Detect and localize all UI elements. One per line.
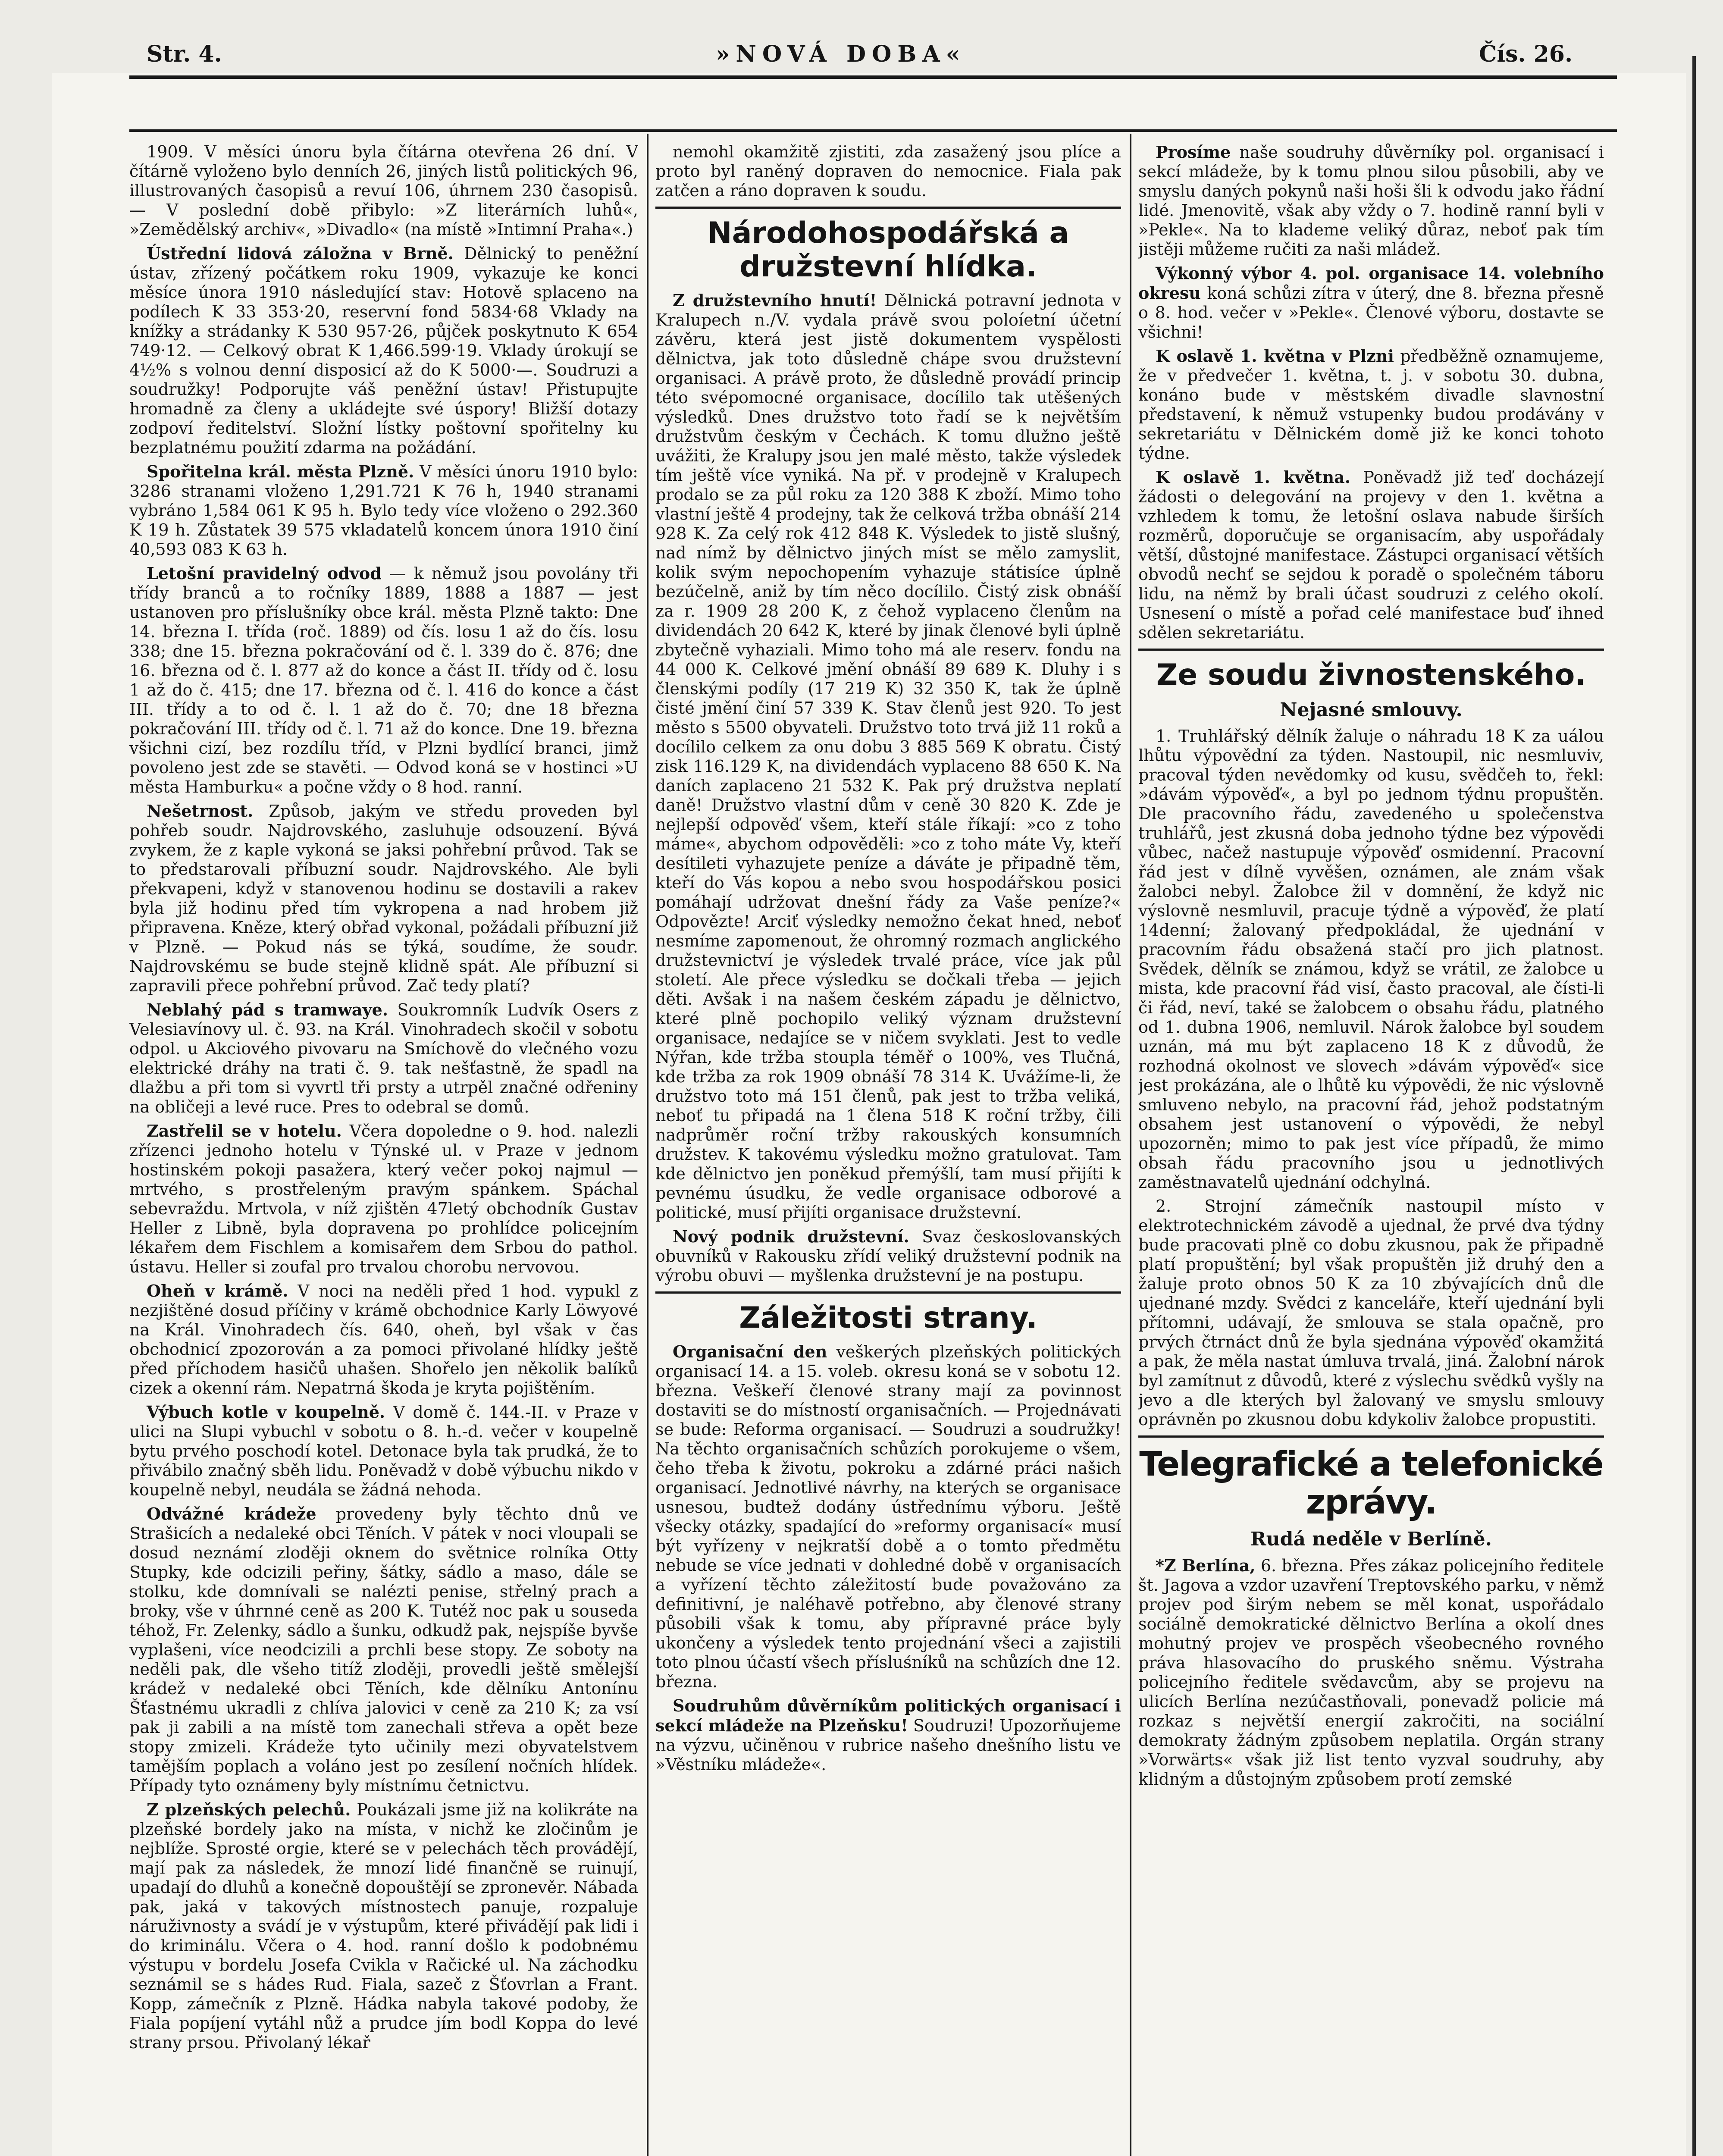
article-text: 2. Strojní zámečník nastoupil místo v elektrotechnickém závodě a ujednal, že prvé dva týdny bude pracovati plně co dobu zkusnou, pak že připadně platí propuštění; byl však propuštěn již druhý den a žaluje proto obnos 50 K za 10 zbývajících dnů dle ujednané mzdy. Svědci z kanceláře, kteří ujednání byli přítomni, udávají, že smlouva se stala opačně, pro prvých čtrnáct dnů že byla sjednána výpověď okamžitá a pak, že měla nastat úmluva trvalá, jiná. Žalobní nárok byl zamítnut z důvodů, které z výslechu svědků vyšly na jevo a dle kterých byl žalovaný ve smyslu smlouvy oprávněn po zkusnou dobu kdykoliv žalobce propustiti.	[1138, 1197, 1604, 1429]
section-rule	[655, 207, 1121, 209]
column-divider-2	[1130, 134, 1131, 2156]
masthead	[0, 0, 1723, 78]
article-text: 6. března. Přes zákaz policejního ředitele št. Jagova a vzdor uzavření Treptovského parku, v němž projev pod širým nebem se měl konat, uspořádalo sociálně demokratické dělnictvo Berlína a okolí dnes mohutný projev ve prospěch všeobecného rovného práva hlasovacího do pruského sněmu. Výstraha policejního ředitele svědavcům, aby se projevu na ulicích Berlína nezúčastňovali, ponevadž policie má rozkaz s největší energií zakročiti, na sociální demokraty žádným způsobem neplatila. Orgán strany »Vorwärts« však již list tento vyzval soudruhy, aby klidným a důstojným způsobem protí zemské	[1138, 1556, 1604, 1789]
article-paragraph	[1138, 263, 1604, 342]
article-lead: Odvážné krádeže	[147, 1504, 316, 1523]
article-paragraph	[129, 142, 638, 239]
article-lead: Letošní pravidelný odvod	[147, 564, 382, 583]
article-lead: Organisační den	[673, 1342, 827, 1361]
article-paragraph	[1138, 346, 1604, 463]
section-rule	[655, 1291, 1121, 1294]
section-rule	[1138, 649, 1604, 651]
article-text: Včera dopoledne o 9. hod. nalezli zřízenci jednoho hotelu v Týnské ul. v Praze v jednom hostinském pokoji pasažera, který večer pokoj najmul — mrtvého, s prostřeleným pravým spánkem. Spáchal sebevraždu. Mrtvola, v níž zjištěn 47letý obchodník Gustav Heller z Libně, byla dopravena po prohlídce policejním lékařem dem Fischlem a komisařem dem Srbou do pathol. ústavu. Heller si zoufal pro trvalou chorobu nervovou.	[129, 1122, 638, 1276]
article-lead: Soudruhům důvěrníkům politických organisací i sekcí mládeže na Plzeňsku!	[655, 1696, 1121, 1735]
article-paragraph	[129, 244, 638, 458]
telegraph-articles	[1138, 1556, 1604, 1789]
article-lead: Prosíme	[1156, 142, 1231, 162]
article-lead: Nešetrnost.	[147, 801, 254, 821]
article-paragraph	[1138, 1556, 1604, 1789]
article-text: 1. Truhlářský dělník žaluje o náhradu 18 K za uálou lhůtu výpovědní za týden. Nastoupil, nic nesmluviv, pracoval týden nevědomky od kusu, svědčeh to, řekl: »dávám výpověď«, a byl po jednom týdnu propuštěn. Dle pracovního řádu, zavedeného u společenstva truhlářů, jest zkusná doba jednoho týdne bez výpovědi vůbec, načež nastupuje výpověď osmidenní. Pracovní řád jest v dílně vyvěšen, oznámen, ale znám však žalobci nebyl. Žalobce žil v domnění, že když nic výslovně nesmluvil, pracuje týdně a výpověď, že platí 14denní; žalovaný předpokládal, že ujednání v pracovním řádu obsažená stačí pro jich platnost. Svědek, dělník se známou, když se vrátil, ze žalobce u mista, kde pracovní řád visí, často pracoval, ale čísti-li či řád, neví, také se žalobcem o obsahu řádu, platného od 1. dubna 1906, nemluvil. Nárok žalobce byl soudem uznán, má mu být zaplaceno 18 K z důvodů, že rozhodná okolnost ve slovech »dávám výpověď« sice jest prokázána, ale o lhůtě ku výpovědi, že nic výslovně smluveno nebylo, na pracovní řád, jehož podstatným obsahem jest ustanovení o výpovědi, že nebyl upozorněn; mimo to pak jest více případů, že mimo obsah řádu pracovního jsou u jednotlivých zaměstnavatelů ujednání odchylná.	[1138, 727, 1604, 1192]
article-text: Soudruzi! Upozorňujeme na výzvu, učiněnou v rubrice našeho dnešního listu ve »Věstníku mládeže«.	[655, 1716, 1121, 1774]
party-articles	[655, 1342, 1121, 1774]
article-lead: Z plzeňských pelechů.	[147, 1800, 351, 1819]
article-lead: *Z Berlína,	[1156, 1556, 1256, 1575]
article-lead: Spořitelna král. města Plzně.	[147, 462, 414, 481]
article-paragraph	[655, 1342, 1121, 1692]
article-text: Svaz českoslovanských obuvníků v Rakousku zřídí veliký družstevní podnik na výrobu obuvi — myšlenka družstevní je na postupu.	[655, 1227, 1121, 1285]
article-text: Poněvadž již teď docházejí žádosti o delegování na projevy v den 1. května a vzhledem k tomu, že letošní oslava nabude širších rozměrů, doporučuje se organisacím, aby uspořádaly větší, důstojné manifestace. Zástupci organisací větších obvodů nechť se sejdou k poradě o společném táboru lidu, na němž by brali účast soudruzi z celého okolí. Usnesení o místě a pořad celé manifestace buď ihned sdělen sekretariátu.	[1138, 468, 1604, 642]
article-text: 1909. V měsíci únoru byla čítárna otevřena 26 dní. V čítárně vyloženo bylo denních 26, jiných listů politických 96, illustrovaných časopisů a revuí 106, úhrnem 230 časopisů. — V poslední době přibylo: »Z literárních luhů«, »Zemědělský archiv«, »Divadlo« (na místě »Intimní Praha«.)	[129, 142, 638, 239]
article-text: Dělnická potravní jednota v Kralupech n./V. vydala právě svou poloíetní účetní závěru, která jest jistě dokumentem vyspělosti dělnictva, jak toto důsledně chápe svou družstevní organisaci. A právě proto, že důsledně provádí princip této svépomocné organisace, docílilo tak utěšených výsledků. Dnes družstvo toto řadí se k největším družstvům českým v Čechách. K tomu dlužno ještě uvážiti, že Kralupy jsou jen malé město, takže výsledek tím ještě více vyniká. Na př. v prodejně v Kralupech prodalo se za půl roku za 120 388 K zboží. Mimo toho vlastní ještě 4 prodejny, tak že celková tržba obnáší 214 928 K. Za celý rok 412 848 K. Výsledek to jistě slušný, nad nímž by dělnictvo jiných míst se mělo zamyslit, kolik svým nepochopením vyhazuje státisíce úplně bezúčelně, aniž by tím něco docílilo. Čistý zisk obnáší za r. 1909 28 200 K, z čehož vyplaceno členům na dividendách 20 642 K, které by jinak členové byli úplně zbytečně vyhaziali. Mimo toho má ale reserv. fondu na 44 000 K. Celkové jmění obnáší 89 689 K. Dluhy i s členskými podíly (17 219 K) 32 350 K, tak že úplně čisté jmění činí 57 339 K. Stav členů jest 920. To jest město s 5500 obyvateli. Družstvo toto trvá již 11 roků a docílilo celkem za onu dobu 3 885 569 K obratu. Čistý zisk 116.129 K, na dividendách vyplaceno 88 650 K. Na daních zaplaceno 21 532 K. Pak prý družstva neplatí daně! Družstvo vlastní dům v ceně 30 820 K. Zde je nejlepší odpověď všem, kteří stále říkají: »co z toho máme«, abychom odpověděli: »co z toho máte Vy, kteří desítileti vyhazujete peníze a dáváte je připadně těm, kteří do Vás kopou a nebo svou hospodářskou posici pomáhají udržovat dnešní řády za Vaše peníze?« Odpovězte! Arciť výsledky nemožno čekat hned, neboť nesmíme zapomenout, že ohromný rozmach anglického družstevnictví je výsledek trvalé práce, více jak půl století. Ale přece výsledku se dočkali třeba — jejich děti. Avšak i na našem českém západu je dělnictvo, které plně pochopilo veliký význam družstevní organisace, nedajíce se v ničem svyklati. Jest to vedle Nýřan, kde tržba stoupla téměř o 100%, ves Tlučná, kde tržba za rok 1909 obnáší 78 314 K. Uvážíme-li, že družstvo toto má 151 členů, pak jest to tržba veliká, neboť tu připadá na 1 člena 518 K roční tržby, čili nadprůměr roční tržby rakouských konsumních družstev. K takovému výsledku možno gratulovat. Tam kde dělnictvo jen poněkud přemýšlí, tam musí přijíti k pevnému úsudku, že vedle organisace odborové a politické, musí přijíti organisace družstevní.	[655, 291, 1121, 1222]
article-continuation: nemohl okamžitě zjistiti, zda zasažený jsou plíce a proto byl raněný dopraven do nemocnice. Fiala pak zatčen a ráno dopraven k soudu.	[655, 142, 1121, 200]
article-text: V domě č. 144.-II. v Praze v ulici na Slupi vybuchl v sobotu o 8. h.-d. večer v koupelně bytu prvého poschodí kotel. Detonace byla tak prudká, že to přivábilo značný sběh lidu. Poněvadž v době výbuchu nikdo v koupelně nebyl, neudála se žádná nehoda.	[129, 1403, 638, 1499]
header-rule-lower	[129, 129, 1617, 132]
page-number: Str. 4.	[147, 41, 222, 67]
article-lead: Oheň v krámě.	[147, 1281, 288, 1300]
column-divider-1	[647, 134, 648, 2156]
article-paragraph	[129, 1000, 638, 1117]
article-text: V měsíci únoru 1910 bylo: 3286 stranami vloženo 1,291.721 K 76 h, 1940 stranami vybráno 1,584 061 K 95 h. Bylo tedy více vloženo o 292.360 K 19 h. Zůstatek 39 575 vkladatelů koncem února 1910 činí 40,593 083 K 63 h.	[129, 462, 638, 559]
article-paragraph	[129, 462, 638, 559]
header-rule	[129, 75, 1617, 79]
article-text: Dělnický to peněžní ústav, zřízený počátkem roku 1909, vykazuje ke konci měsíce února 1910 následující stav: Hotově splaceno na podílech K 33 353·20, reservní fond 5834·68 Vklady na knížky a strádanky K 530 957·26, půjček poskytnuto K 654 749·12. — Celkový obrat K 1,466.599·19. Vklady úrokují se 4½% s volnou denní disposicí až do K 5000·—. Soudruzi a soudružky! Podporujte váš peněžní ústav! Přistupujte hromadně za členy a ukládejte své úspory! Bližší dotazy zodpoví ředitelství. Složní lístky poštovní spořitelny ku bezplatnému použití zdarma na požádání.	[129, 244, 638, 457]
paper-title: »NOVÁ DOBA«	[715, 41, 966, 67]
article-text: V noci na neděli před 1 hod. vypukl z nezjištěné dosud příčiny v krámě obchodnice Karly Löwyové na Král. Vinohradech čís. 640, oheň, byl však v čas obchodnicí zpozorován a za pomoci přivolané hlídky ještě před příchodem hasičů uhašen. Shořelo jen několik balíků cizek a okenní rám. Nepatrná škoda je kryta pojištěním.	[129, 1282, 638, 1398]
article-paragraph	[129, 1504, 638, 1796]
article-paragraph	[655, 1227, 1121, 1285]
section-rule	[1138, 1435, 1604, 1438]
article-lead: Výbuch kotle v koupelně.	[147, 1402, 385, 1422]
article-paragraph	[655, 1696, 1121, 1774]
section-title-telegraph: Telegrafické a telefonické zprávy.	[1139, 1445, 1603, 1522]
article-text: Poukázali jsme již na kolikráte na plzeňské bordely jako na místa, v nichž ke zločinům je nejblíže. Sprosté orgie, které se v pelechách těch provádějí, mají pak za následek, že mnozí lidé finančně se ruinují, upadají do dluhů a konečně dopouštějí se zpronevěr. Nábada pak, jaká v takových místnostech panuje, rozpaluje náruživnosty a svádí je v výstupům, které přivádějí pak lidi i do kriminálu. Včera o 4. hod. ranní došlo k podobnému výstupu v bordelu Josefa Cvikla v Račické ul. Na záchodku seznámil se s hádes Rud. Fiala, sazeč z Šťovrlan a Frant. Kopp, zámečník z Plzně. Hádka nabyla takové podoby, že Fiala popíjení vytáhl nůž a prudce jím bodl Koppa do levé strany prsou. Přivolaný lékař	[129, 1800, 638, 2052]
article-lead: Z družstevního hnutí!	[673, 291, 877, 310]
article-lead: K oslavě 1. května.	[1156, 467, 1350, 487]
article-paragraph	[655, 291, 1121, 1222]
section-title-economy: Národohospodářská a družstevní hlídka.	[707, 216, 1069, 284]
article-paragraph	[129, 1281, 638, 1398]
article-text: předběžně oznamujeme, že v předvečer 1. května, t. j. v sobotu 30. dubna, konáno bude v městském divadle slavnostní představení, k němuž vstupenky budou prodávány v sekretariátu v Dělnickém domě již ke konci tohoto týdne.	[1138, 347, 1604, 463]
article-text: Soukromník Ludvík Osers z Velesiavínovy ul. č. 93. na Král. Vinohradech skočil v sobotu odpol. u Akciového pivovaru na Smíchově do vlečného vozu elektrické dráhy na trati č. 9. tak nešťastně, že spadl na dlažbu a při tom si vyvrtl tři prsty a utrpěl značné odřeniny na obličeji a levé ruce. Pres to odebral se domů.	[129, 1000, 638, 1116]
article-paragraph	[1138, 467, 1604, 642]
column-3	[1138, 142, 1604, 2156]
article-text: — k němuž jsou povolány tři třídy branců a to ročníky 1889, 1888 a 1887 — jest ustanoven pro příslušníky obce král. města Plzně takto: Dne 14. března I. třída (roč. 1889) od čís. losu 1 až do čís. losu 338; dne 15. března pokračování od č. l. 339 do č. 876; dne 16. března od č. l. 877 až do konce a část II. třídy od č. losu 1 až do č. 415; dne 17. března od č. l. 416 do konce a část III. třídy a to od č. l. 1 až do č. 70; dne 18 března pokračování III. třídy od č. l. 71 až do konce. Dne 19. března všichni cizí, bez rozdílu tříd, v Plzni bydlící branci, jimž povoleno jest zde se stavěti. — Odvod koná se v hostinci »U města Hamburku« a počne vždy o 8 hod. ranní.	[129, 564, 638, 796]
telegraph-subtitle: Rudá neděle v Berlíně.	[1250, 1528, 1492, 1550]
article-lead: Ústřední lidová záložna v Brně.	[147, 244, 454, 263]
article-paragraph	[129, 1800, 638, 2053]
article-text: Způsob, jakým ve středu proveden byl pohřeb soudr. Najdrovského, zasluhuje odsouzení. Bývá zvykem, že z kaple vykoná se jaksi pohřební průvod. Tak se to předstarovali příbuzní soudr. Najdrovského. Ale byli překvapeni, když v stanovenou hodinu se dostavili a rakev byla již hodinu před tím vykropena a nad hrobem již připravena. Kněze, který obřad vykonal, požádali příbuzní již v Plzně. — Pokud nás se týká, soudíme, že soudr. Najdrovskému se bude stejně klidně spát. Ale příbuzní si zapravili přece pohřební průvod. Zač tedy platí?	[129, 802, 638, 995]
article-paragraph	[129, 801, 638, 996]
issue-number: Čís. 26.	[1479, 41, 1573, 67]
article-paragraph	[1138, 142, 1604, 259]
article-paragraph	[129, 1402, 638, 1500]
article-lead: Nový podnik družstevní.	[673, 1227, 909, 1246]
section-title-party: Záležitosti strany.	[739, 1301, 1037, 1335]
notices	[1138, 142, 1604, 642]
section-title-court: Ze soudu živnostenského.	[1156, 658, 1586, 692]
article-lead: K oslavě 1. května v Plzni	[1156, 346, 1394, 366]
article-paragraph	[1138, 727, 1604, 1192]
court-subtitle: Nejasné smlouvy.	[1280, 699, 1463, 721]
article-paragraph	[1138, 1197, 1604, 1429]
court-articles	[1138, 727, 1604, 1429]
article-text: koná schůzi zítra v úterý, dne 8. března přesně o 8. hod. večer v »Pekle«. Členové výboru, dostavte se všichni!	[1138, 284, 1604, 342]
economy-articles	[655, 291, 1121, 1285]
article-lead: Výkonný výbor 4. pol. organisace 14. volebního okresu	[1138, 263, 1604, 303]
article-paragraph	[129, 1121, 638, 1277]
column-1	[129, 142, 638, 2156]
article-lead: Zastřelil se v hotelu.	[147, 1121, 342, 1141]
article-text: provedeny byly těchto dnů ve Strašicích a nedaleké obci Těních. V pátek v noci vloupali se dosud neznámí zloději oknem do světnice rolníka Otty Stupky, kde odcizili peřiny, šátky, sádlo a maso, dále se stolku, kde domnívali se nalézti penise, střelný prach a broky, vše v úhrnné ceně as 200 K. Tutéž noc pak u souseda téhož, Fr. Zelenky, sádlo a šunku, odkudž pak, nejspíše byvše vyplašeni, více neodcizili a prchli bese stopy. Ze soboty na neděli pak, dle všeho titíž zloději, provedli ještě smělejší krádež v nedaleké obci Těních, kde dělníku Antonínu Šťastnému ukradli z chlíva jalovici v ceně za 210 K; za vsí pak ji zabili a na místě tom zanechali střeva a opět beze stopy zmizeli. Krádeže tyto učinily mezi obyvatelstvem tamějším poplach a voláno jest po zesílení nočních hlídek. Případy tyto oznámeny byly místnímu četnictvu.	[129, 1504, 638, 1795]
article-paragraph	[129, 564, 638, 797]
article-text: veškerých plzeňských politických organisací 14. a 15. voleb. okresu koná se v sobotu 12. března. Veškeří členové strany mají za povinnost dostaviti se do místností organisačních. — Projednávati se bude: Reforma organisací. — Soudruzi a soudružky! Na těchto organisačních schůzích porokujeme o všem, čeho třeba k životu, pokroku a zdárné práci našich organisací. Jednotlivé návrhy, na kterých se organisace usnesou, budtež dodány ústřednímu výboru. Ještě všecky otázky, spadající do »reformy organisací« musí být vyřízeny v nejkratší době a o tomto předmětu nebude se více jednati v dohledné době v organisacích a vyřízení těchto záležitostí bude považováno za definitivní, je naléhavě potřebno, aby členové strany působili však k tomu, aby přípravné práce byly ukončeny a výsledek tento projednání všeci a zajistili toto plnou účastí všech přísluśníků na schůzích dne 12. března.	[655, 1342, 1121, 1691]
article-lead: Neblahý pád s tramwaye.	[147, 1000, 388, 1019]
page-edge-shadow	[1692, 56, 1696, 2156]
column-2	[655, 142, 1121, 2156]
article-text: naše soudruhy důvěrníky pol. organisací i sekcí mládeže, by k tomu plnou silou působili, aby ve smyslu daných pokynů naši hoši šli k odvodu jako řádní lidé. Jmenovitě, však aby vždy o 7. hodině ranní byli v »Pekle«. Na to klademe veliký důraz, neboť pak tím jistěji můžeme ručiti za naši mládež.	[1138, 143, 1604, 259]
